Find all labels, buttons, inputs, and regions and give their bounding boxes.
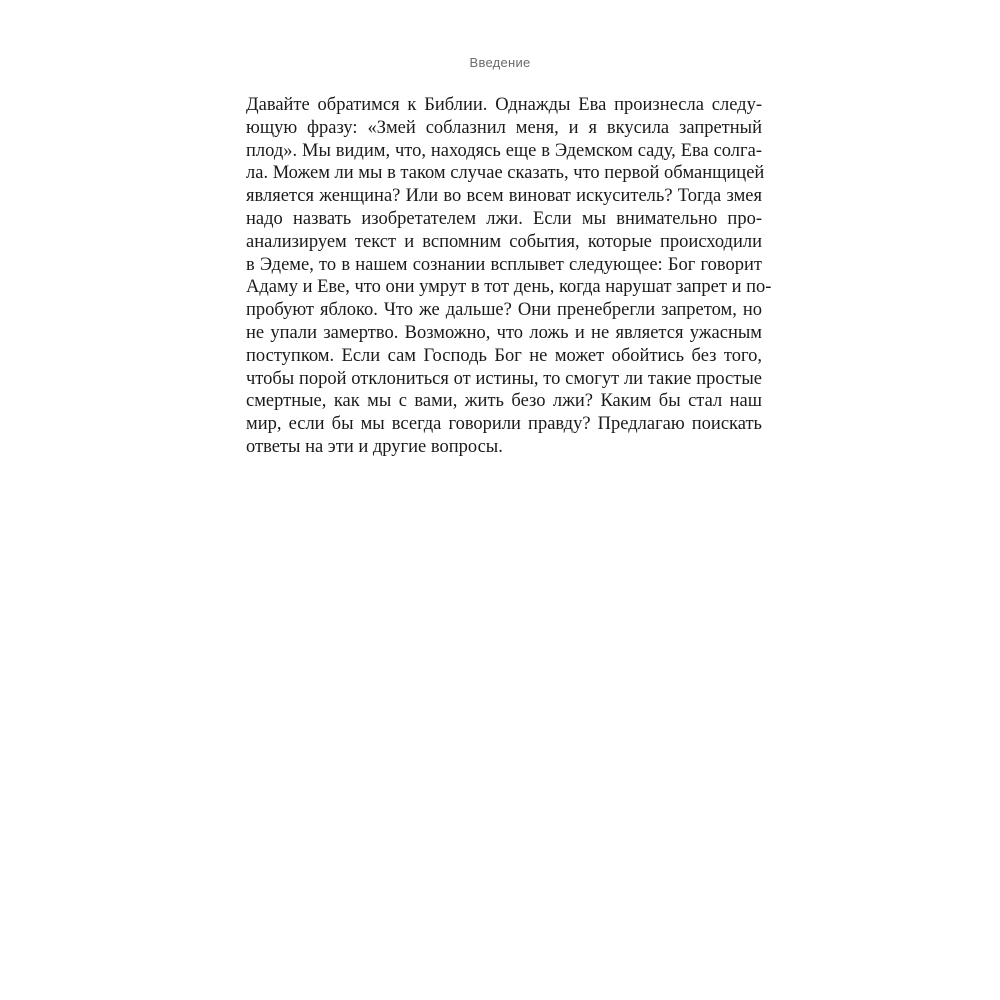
text-line: чтобы порой отклониться от истины, то смогут ли такие простые [246,368,762,389]
running-header: Введение [469,55,531,70]
text-line: анализируем текст и вспомним события, которые происходили [246,231,762,252]
body-paragraph [246,94,772,459]
text-line: является женщина? Или во всем виноват искуситель? Тогда змея [246,186,762,207]
text-line: в Эдеме, то в нашем сознании всплывет следующее: Бог говорит [246,254,762,275]
text-line: не упали замертво. Возможно, что ложь и не является ужасным [246,322,762,343]
text-line: ла. Можем ли мы в таком случае сказать, что первой обманщицей [246,163,765,184]
text-line: надо назвать изобретателем лжи. Если мы внимательно про- [246,208,762,229]
text-line: плод». Мы видим, что, находясь еще в Эдемском саду, Ева солга- [246,140,762,161]
text-line: мир, если бы мы всегда говорили правду? Предлагаю поискать [246,414,762,435]
text-line: ющую фразу: «Змей соблазнил меня, и я вкусила запретный [246,117,762,138]
text-line: смертные, как мы с вами, жить безо лжи? Каким бы стал наш [246,391,762,412]
text-line: Давайте обратимся к Библии. Однажды Ева произнесла следу- [246,95,762,115]
text-line: поступком. Если сам Господь Бог не может обойтись без того, [246,345,762,366]
text-line: ответы на эти и другие вопросы. [246,436,503,457]
text-line: Адаму и Еве, что они умрут в тот день, когда нарушат запрет и по- [246,277,772,298]
text-line: пробуют яблоко. Что же дальше? Они пренебрегли запретом, но [246,300,762,321]
